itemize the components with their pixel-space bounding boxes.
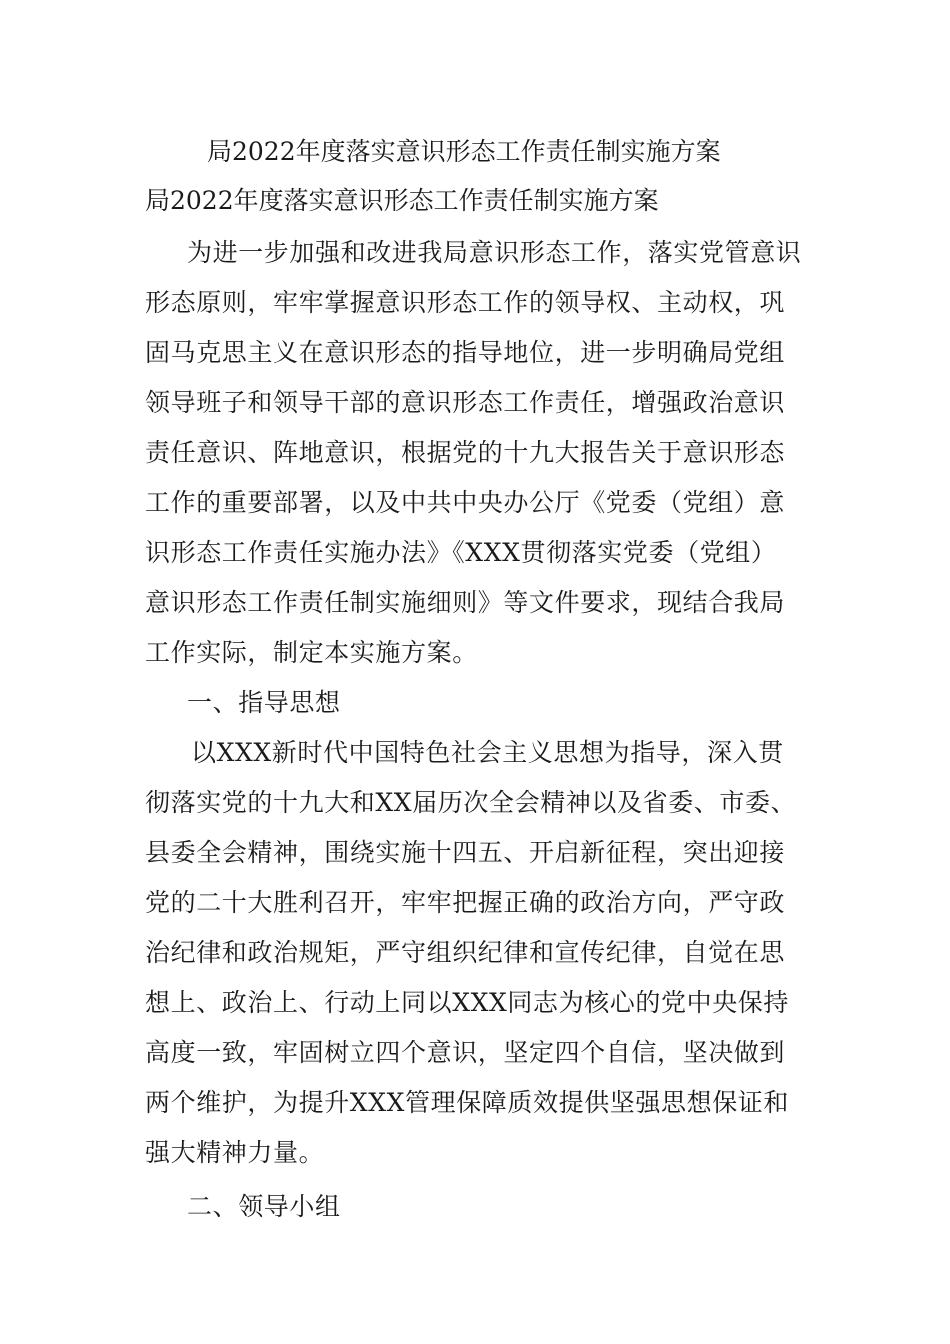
section-heading-leading-group: 二、领导小组 xyxy=(187,1192,341,1221)
paragraph-line: 工作的重要部署，以及中共中央办公厅《党委（党组）意 xyxy=(145,488,786,517)
section-heading-guiding-ideology: 一、指导思想 xyxy=(187,688,341,717)
paragraph-line: 形态原则，牢牢掌握意识形态工作的领导权、主动权，巩 xyxy=(145,288,786,317)
paragraph-line: 固马克思主义在意识形态的指导地位，进一步明确局党组 xyxy=(145,338,786,367)
paragraph-line: 意识形态工作责任制实施细则》等文件要求，现结合我局 xyxy=(145,588,786,617)
paragraph-line: 以XXX新时代中国特色社会主义思想为指导，深入贯 xyxy=(191,738,784,767)
paragraph-line: 识形态工作责任实施办法》《XXX贯彻落实党委（党组） xyxy=(145,538,777,567)
paragraph-line: 强大精神力量。 xyxy=(145,1138,325,1167)
paragraph-guiding-ideology xyxy=(145,728,805,1178)
paragraph-line: 两个维护，为提升XXX管理保障质效提供坚强思想保证和 xyxy=(145,1088,789,1117)
paragraph-line: 工作实际，制定本实施方案。 xyxy=(145,638,478,667)
paragraph-line: 为进一步加强和改进我局意识形态工作，落实党管意识 xyxy=(187,238,802,267)
paragraph-line: 想上、政治上、行动上同以XXX同志为核心的党中央保持 xyxy=(145,988,789,1017)
paragraph-line: 党的二十大胜利召开，牢牢把握正确的政治方向，严守政 xyxy=(145,888,786,917)
paragraph-line: 县委全会精神，围绕实施十四五、开启新征程，突出迎接 xyxy=(145,838,786,867)
paragraph-line: 高度一致，牢固树立四个意识，坚定四个自信，坚决做到 xyxy=(145,1038,786,1067)
document-body xyxy=(145,228,805,1232)
paragraph-line: 治纪律和政治规矩，严守组织纪律和宣传纪律，自觉在思 xyxy=(145,938,786,967)
paragraph-line: 责任意识、阵地意识，根据党的十九大报告关于意识形态 xyxy=(145,438,786,467)
paragraph-line: 领导班子和领导干部的意识形态工作责任，增强政治意识 xyxy=(145,388,786,417)
document-title: 局2022年度落实意识形态工作责任制实施方案 xyxy=(207,137,721,166)
paragraph-line: 彻落实党的十九大和XX届历次全会精神以及省委、市委、 xyxy=(145,788,797,817)
document-subtitle: 局2022年度落实意识形态工作责任制实施方案 xyxy=(145,186,659,215)
paragraph-intro xyxy=(145,228,805,678)
